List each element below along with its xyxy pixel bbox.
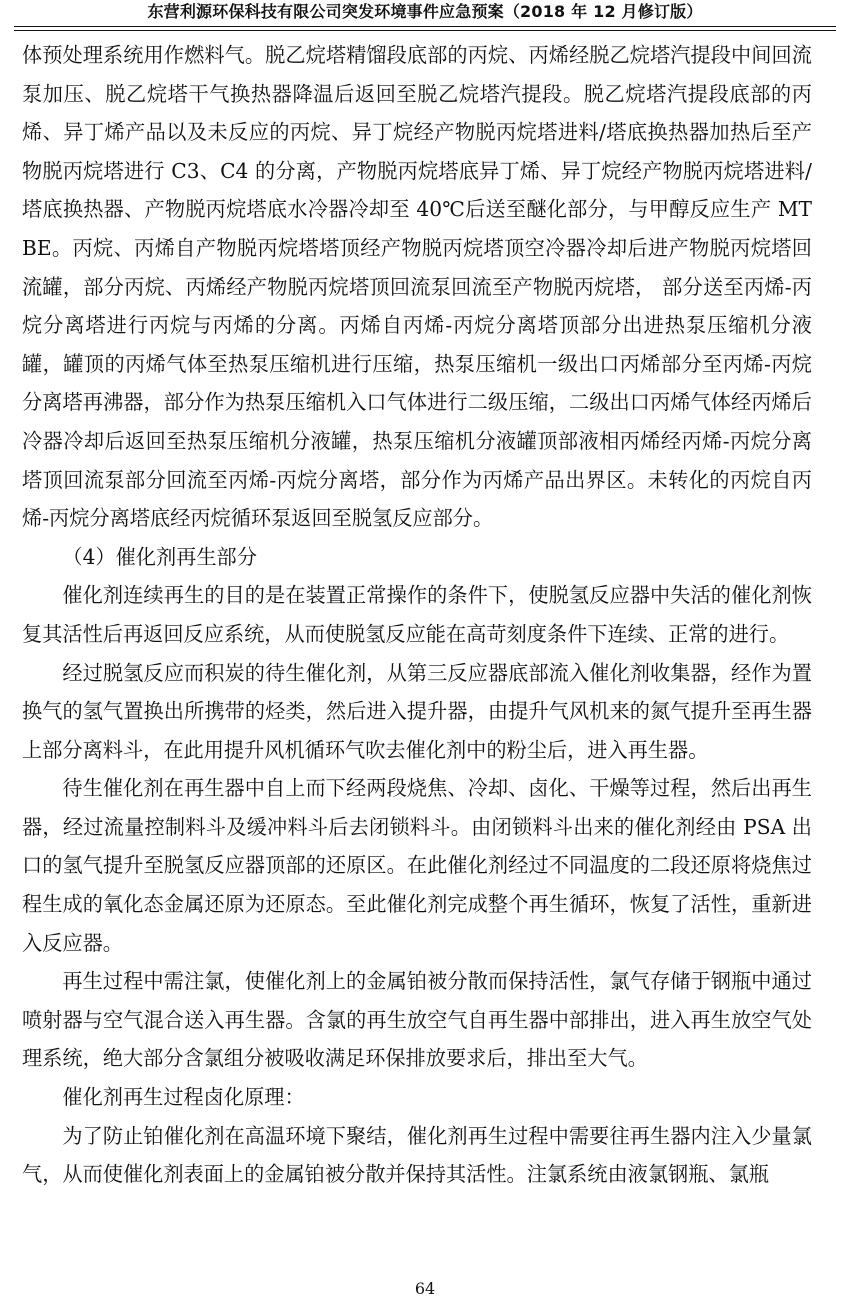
paragraph: 待生催化剂在再生器中自上而下经两段烧焦、冷却、卤化、干燥等过程，然后出再生器，经过流量控制料斗及缓冲料斗后去闭锁料斗。由闭锁料斗出来的催化剂经由 PSA 出口的氢气提升至脱氢反应器顶部的还原区。在此催化剂经过不同温度的二段还原将烧焦过程生成的氧化态金属还原为还原态。至此催化剂完成整个再生循环，恢复了活性，重新进入反应器。 <box>22 776 812 955</box>
paragraph: 再生过程中需注氯，使催化剂上的金属铂被分散而保持活性，氯气存储于钢瓶中通过喷射器与空气混合送入再生器。含氯的再生放空气自再生器中部排出，进入再生放空气处理系统，绝大部分含氯组分被吸收满足环保排放要求后，排出至大气。 <box>22 969 812 1071</box>
header-rule-thick <box>14 26 836 27</box>
page-number: 64 <box>414 1279 436 1298</box>
paragraph-continued: 体预处理系统用作燃料气。脱乙烷塔精馏段底部的丙烷、丙烯经脱乙烷塔汽提段中间回流泵加压、脱乙烷塔干气换热器降温后返回至脱乙烷塔汽提段。脱乙烷塔汽提段底部的丙烯、异丁烯产品以及未反应的丙烷、异丁烷经产物脱丙烷塔进料/塔底换热器加热后至产物脱丙烷塔进行 C3、C4 的分离，产物脱丙烷塔底异丁烯、异丁烷经产物脱丙烷塔进料/塔底换热器、产物脱丙烷塔底水冷器冷却至 40℃后送至醚化部分，与甲醇反应生产 MTBE。丙烷、丙烯自产物脱丙烷塔塔顶经产物脱丙烷塔顶空冷器冷却后进产物脱丙烷塔回流罐，部分丙烷、丙烯经产物脱丙烷塔顶回流泵回流至产物脱丙烷塔， 部分送至丙烯-丙烷分离塔进行丙烷与丙烯的分离。丙烯自丙烯-丙烷分离塔顶部分出进热泵压缩机分液罐，罐顶的丙烯气体至热泵压缩机进行压缩，热泵压缩机一级出口丙烯部分至丙烯-丙烷分离塔再沸器，部分作为热泵压缩机入口气体进行二级压缩，二级出口丙烯气体经丙烯后冷器冷却后返回至热泵压缩机分液罐，热泵压缩机分液罐顶部液相丙烯经丙烯-丙烷分离塔顶回流泵部分回流至丙烯-丙烷分离塔，部分作为丙烯产品出界区。未转化的丙烷自丙烯-丙烷分离塔底经丙烷循环泵返回至脱氢反应部分。 <box>22 43 812 531</box>
paragraph: 催化剂连续再生的目的是在装置正常操作的条件下，使脱氢反应器中失活的催化剂恢复其活性后再返回反应系统，从而使脱氢反应能在高苛刻度条件下连续、正常的进行。 <box>22 583 812 646</box>
paragraph-subheading: 催化剂再生过程卤化原理： <box>62 1085 305 1110</box>
section-heading-catalyst-regeneration: （4）催化剂再生部分 <box>62 544 257 569</box>
header-rule-thin <box>14 30 836 31</box>
paragraph: 为了防止铂催化剂在高温环境下聚结，催化剂再生过程中需要往再生器内注入少量氯气，从而使催化剂表面上的金属铂被分散并保持其活性。注氯系统由液氯钢瓶、氯瓶 <box>22 1123 812 1187</box>
document-body <box>22 36 812 1194</box>
paragraph: 经过脱氢反应而积炭的待生催化剂，从第三反应器底部流入催化剂收集器，经作为置换气的氢气置换出所携带的烃类，然后进入提升器，由提升气风机来的氮气提升至再生器上部分离料斗，在此用提升风机循环气吹去催化剂中的粉尘后，进入再生器。 <box>22 660 812 762</box>
header-title: 东营利源环保科技有限公司突发环境事件应急预案（2018 年 12 月修订版） <box>147 2 703 21</box>
